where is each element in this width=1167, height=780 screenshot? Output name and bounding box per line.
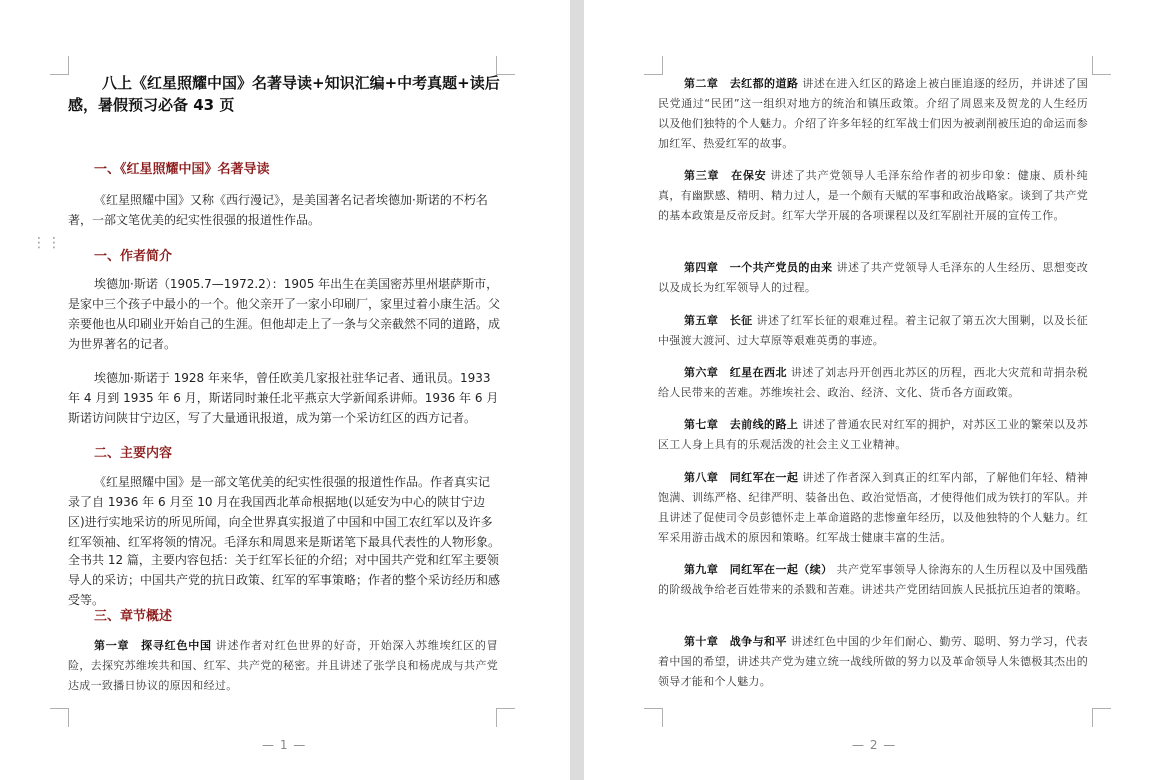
section-heading-chapters: 三、章节概述 <box>94 609 173 624</box>
page-number: — 2 — <box>852 738 897 752</box>
chapter-summary-6 <box>658 363 1088 403</box>
chapter-text: 共产党军事领导人徐海东的人生历程以及中国残酷的阶级战争给老百姓带来的杀戮和苦难。讲述共产党团结回族人民抵抗压迫者的策略。 <box>658 563 1088 596</box>
chapter-text: 讲述在进入红区的路途上被白匪追逐的经历，并讲述了国民党通过“民团”这一组织对地方的统治和镇压政策。介绍了周恩来及贺龙的人生经历以及他们独特的个人魅力。介绍了许多年轻的红军战士们因为被剥削被压迫的命运而参加红军、热爱红军的故事。 <box>658 77 1089 150</box>
page-number: — 1 — <box>262 738 307 752</box>
chapter-title: 第三章 在保安 <box>684 169 767 182</box>
chapter-summary-8 <box>658 468 1088 548</box>
chapter-text: 讲述了共产党领导人毛泽东的人生经历、思想变改以及成长为红军领导人的过程。 <box>658 261 1088 294</box>
document-page-2 <box>584 0 1167 780</box>
chapter-title: 第二章 去红都的道路 <box>684 77 799 90</box>
content-paragraph-2: 全书共 12 篇，主要内容包括：关于红军长征的介绍；对中国共产党和红军主要领导人的采访；中国共产党的抗日政策、红军的军事策略；作者的整个采访经历和感受等。 <box>68 553 501 607</box>
section-heading-content: 二、主要内容 <box>94 446 173 461</box>
margin-corner-mark <box>644 708 663 727</box>
chapter-text: 讲述作者对红色世界的好奇，开始深入苏维埃红区的冒险，去探究苏维埃共和国、红军、共产党的秘密。并且讲述了张学良和杨虎成与共产党达成一致播日协议的原因和经过。 <box>68 639 499 692</box>
chapter-summary-7 <box>658 415 1088 455</box>
chapter-title: 第十章 战争与和平 <box>684 635 787 648</box>
drag-handle-icon[interactable]: ⋮⋮ <box>32 235 62 251</box>
chapter-summary-3 <box>658 166 1088 226</box>
chapter-title: 第六章 红星在西北 <box>684 366 787 379</box>
margin-corner-mark <box>1092 56 1111 75</box>
chapter-text: 讲述了刘志丹开创西北苏区的历程，西北大灾荒和苛捐杂税给人民带来的苦难。苏维埃社会、政治、经济、文化、货币各方面政策。 <box>658 366 1088 399</box>
chapter-title: 第五章 长征 <box>684 314 753 327</box>
chapter-title: 第一章 探寻红色中国 <box>94 639 212 652</box>
intro-paragraph: 《红星照耀中国》又称《西行漫记》，是美国著名记者埃德加·斯诺的不朽名著，一部文笔优美的纪实性很强的报道性作品。 <box>68 193 488 227</box>
chapter-summary-5 <box>658 311 1088 351</box>
chapter-text: 讲述了普通农民对红军的拥护，对苏区工业的繁荣以及苏区工人身上具有的乐观活泼的社会主义工业精神。 <box>658 418 1089 451</box>
content-paragraph-1: 《红星照耀中国》是一部文笔优美的纪实性很强的报道性作品。作者真实记录了自 1936 年 6 月至 10 月在我国西北革命根据地(以延安为中心的陕甘宁边区)进行实地采访的所见所闻，向全世界真实报道了中国和中国工农红军以及许多红军领袖、红军将领的情况。毛泽东和周恩来是斯诺笔下最具代表性的人物形象。 <box>68 475 501 549</box>
chapter-summary-10 <box>658 632 1088 692</box>
chapter-text: 讲述了红军长征的艰难过程。着主记叙了第五次大围剿，以及长征中强渡大渡河、过大草原等艰难英勇的事迹。 <box>658 314 1088 347</box>
chapter-text: 讲述红色中国的少年们耐心、勤劳、聪明、努力学习，代表着中国的希望，讲述共产党为建立统一战线所做的努力以及革命领导人朱德极其杰出的领导才能和个人魅力。 <box>658 635 1088 688</box>
chapter-title: 第九章 同红军在一起（续） <box>684 563 833 576</box>
chapter-summary-2 <box>658 74 1088 154</box>
author-paragraph-1: 埃德加·斯诺（1905.7—1972.2）：1905 年出生在美国密苏里州堪萨斯市，是家中三个孩子中最小的一个。他父亲开了一家小印刷厂，家里过着小康生活。父亲要他也从印刷业开始自己的生涯。但他却走上了一条与父亲截然不同的道路，成为世界著名的记者。 <box>68 277 501 351</box>
document-page-1 <box>0 0 570 780</box>
margin-corner-mark <box>50 708 69 727</box>
document-title: 八上《红星照耀中国》名著导读+知识汇编+中考真题+读后感，暑假预习必备 43 页 <box>68 74 500 114</box>
chapter-title: 第八章 同红军在一起 <box>684 471 799 484</box>
margin-corner-mark <box>50 56 69 75</box>
author-paragraph-2: 埃德加·斯诺于 1928 年来华，曾任欧美几家报社驻华记者、通讯员。1933 年 4 月到 1935 年 6 月，斯诺同时兼任北平燕京大学新闻系讲师。1936 年 6 月斯诺访问陕甘宁边区，写了大量通讯报道，成为第一个采访红区的西方记者。 <box>68 371 499 425</box>
section-heading-intro: 一、《红星照耀中国》名著导读 <box>94 162 270 177</box>
chapter-text: 讲述了共产党领导人毛泽东给作者的初步印象：健康、质朴纯真，有幽默感、精明、精力过人，是一个颇有天赋的军事和政治战略家。谈到了共产党的基本政策是反帝反封。红军大学开展的各项课程以及红军剧社开展的宣传工作。 <box>658 169 1088 222</box>
page-gap <box>570 0 584 780</box>
chapter-title: 第四章 一个共产党员的由来 <box>684 261 833 274</box>
margin-corner-mark <box>496 708 515 727</box>
margin-corner-mark <box>644 56 663 75</box>
chapter-title: 第七章 去前线的路上 <box>684 418 799 431</box>
chapter-summary-4 <box>658 258 1088 298</box>
chapter-text: 讲述了作者深入到真正的红军内部，了解他们年轻、精神饱满、训练严格、纪律严明、装备出色、政治觉悟高，才使得他们成为铁打的军队。并且讲述了促使司令员彭德怀走上革命道路的悲惨童年经历，以及他独特的个人魅力。红军采用游击战术的原因和策略。红军战士健康丰富的生活。 <box>658 471 1089 544</box>
chapter-summary-1 <box>68 636 498 696</box>
section-heading-author: 一、作者简介 <box>94 249 173 264</box>
margin-corner-mark <box>1092 708 1111 727</box>
chapter-summary-9 <box>658 560 1088 600</box>
